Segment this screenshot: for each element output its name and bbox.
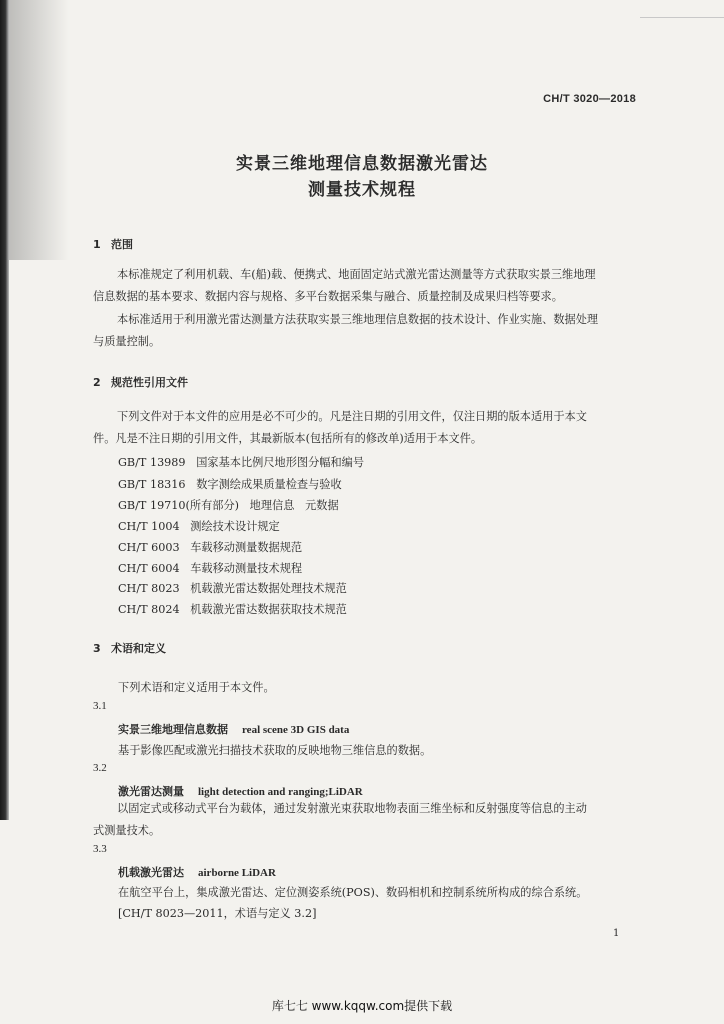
text-line: 本标准规定了利用机载、车(船)载、便携式、地面固定站式激光雷达测量等方式获取实景三维地理 [117,268,596,281]
section-heading-terms [93,640,166,656]
term-en: real scene 3D GIS data [242,724,350,736]
download-watermark: 库七七 www.kqqw.com提供下载 [271,999,453,1013]
term-zh: 激光雷达测量 [118,785,184,798]
document-title-line1: 实景三维地理信息数据激光雷达 [236,154,488,174]
term-en: airborne LiDAR [198,867,276,879]
scan-binding-edge [0,0,9,820]
term-number: 3.2 [93,762,107,774]
text-line: 以固定式或移动式平台为载体，通过发射激光束获取地物表面三维坐标和反射强度等信息的主动 [117,802,587,815]
reference-item: CH/T 8023 机载激光雷达数据处理技术规范 [118,582,347,595]
reference-item: GB/T 19710(所有部分) 地理信息 元数据 [118,499,339,512]
text-line: 件。凡是不注日期的引用文件，其最新版本(包括所有的修改单)适用于本文件。 [93,432,483,445]
section-number: 3 [93,642,101,655]
reference-item: GB/T 18316 数字测绘成果质量检查与验收 [118,478,342,491]
text-line: 式测量技术。 [93,824,161,837]
term-heading [118,721,349,737]
term-number: 3.1 [93,700,107,712]
term-zh: 机载激光雷达 [118,866,184,879]
document-title-line2: 测量技术规程 [308,180,416,200]
section-heading-normative [93,374,188,390]
normative-intro [93,406,641,450]
term-definition [93,798,641,842]
text-line: 与质量控制。 [93,335,161,348]
term-heading [118,783,363,799]
page-number: 1 [613,928,620,939]
term-number: 3.3 [93,843,107,855]
term-heading [118,864,276,880]
section-number: 2 [93,376,101,389]
scan-shadow [9,0,69,260]
term-definition: 基于影像匹配或激光扫描技术获取的反映地物三维信息的数据。 [118,744,432,757]
section-number: 1 [93,238,101,251]
section-title: 范围 [111,238,133,251]
reference-item: CH/T 8024 机载激光雷达数据获取技术规范 [118,603,347,616]
section-title: 规范性引用文件 [111,376,188,389]
term-en: light detection and ranging;LiDAR [198,786,363,798]
scan-artifact-line [640,17,724,18]
reference-item: CH/T 6003 车载移动测量数据规范 [118,541,303,554]
section-heading-scope [93,236,133,252]
term-definition: 在航空平台上，集成激光雷达、定位测姿系统(POS)、数码相机和控制系统所构成的综合系统。 [118,886,588,899]
scope-paragraph-1 [93,264,641,308]
text-line: 信息数据的基本要求、数据内容与规格、多平台数据采集与融合、质量控制及成果归档等要求。 [93,290,563,303]
scope-paragraph-2 [93,309,641,353]
section-title: 术语和定义 [111,642,166,655]
term-zh: 实景三维地理信息数据 [118,723,228,736]
reference-item: GB/T 13989 国家基本比例尺地形图分幅和编号 [118,456,365,469]
text-line: 下列文件对于本文件的应用是必不可少的。凡是注日期的引用文件，仅注日期的版本适用于本文 [117,410,587,423]
terms-intro: 下列术语和定义适用于本文件。 [118,681,275,694]
text-line: 本标准适用于利用激光雷达测量方法获取实景三维地理信息数据的技术设计、作业实施、数据处理 [117,313,599,326]
reference-item: CH/T 6004 车载移动测量技术规程 [118,562,303,575]
reference-item: CH/T 1004 测绘技术设计规定 [118,520,280,533]
term-source: [CH/T 8023—2011，术语与定义 3.2] [118,907,317,920]
standard-code: CH/T 3020—2018 [543,93,636,105]
